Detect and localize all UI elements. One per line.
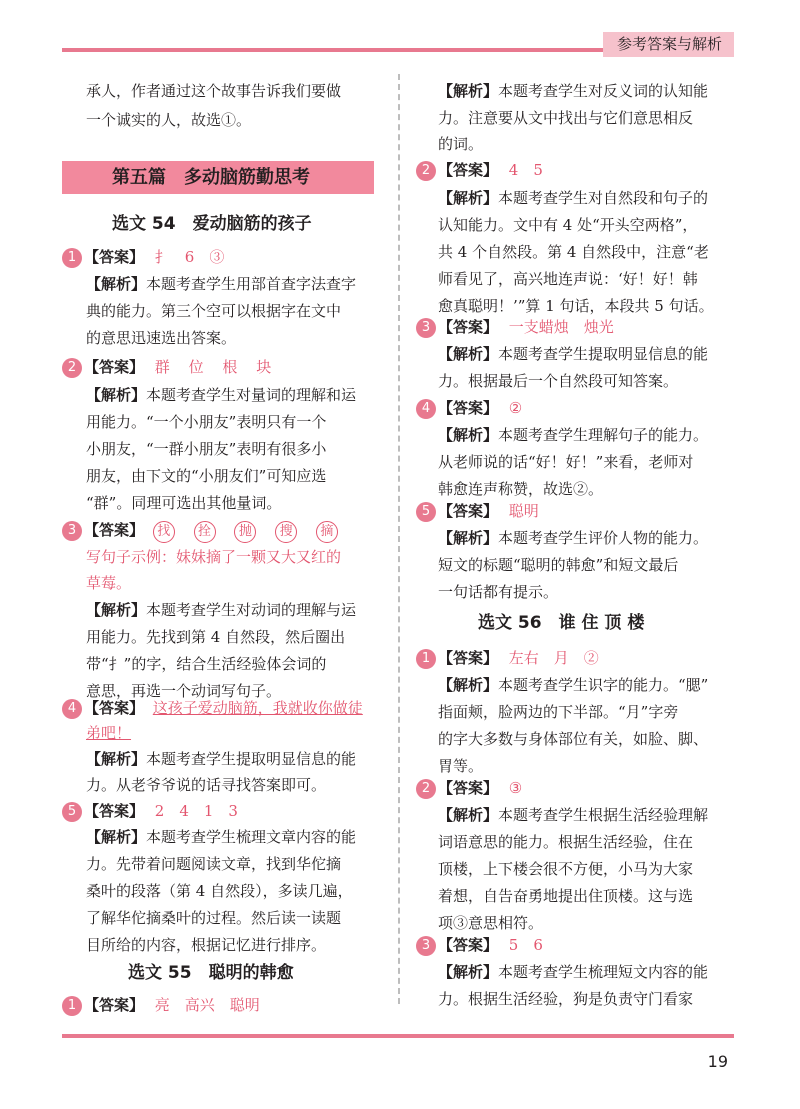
q4-analysis-line-1: 【解析】本题考查学生提取明显信息的能 [86,750,357,768]
a55-q5-answer-row [416,498,539,525]
q5-number: 5 [62,802,82,822]
a55-q4-analysis-line-1: 【解析】本题考查学生理解句子的能力。 [438,426,709,444]
a55-q5-analysis-line-2: 短文的标题“聪明的韩愈”和短文最后 [438,556,679,574]
q2-analysis-line-5: “群”。同理可选出其他量词。 [86,494,282,512]
a56-q2-analysis-line-2: 词语意思的能力。根据生活经验，住在 [438,833,694,851]
q3-answer-4: 搜 [275,521,297,543]
answer-label: 【答案】 [438,161,499,179]
answer-label: 【答案】 [84,521,145,539]
a55-q1-analysis-line-2: 力。注意要从文中找出与它们意思相反 [438,109,694,127]
a55-q1-number: 1 [62,996,82,1016]
q3-analysis-line-1: 【解析】本题考查学生对动词的理解与运 [86,601,357,619]
q1-analysis-line-2: 典的能力。第三个空可以根据字在文中 [86,302,342,320]
a55-q5-answer: 聪明 [508,502,539,520]
answer-label: 【答案】 [84,358,145,376]
a56-q1-analysis-line-4: 胃等。 [438,757,484,775]
q5-analysis-line-4: 了解华佗摘桑叶的过程。然后读一读题 [86,909,342,927]
q4-answer-line-2: 弟吧！ [86,724,132,742]
a55-q3-answer-row [416,314,614,341]
answer-label: 【答案】 [84,802,145,820]
a56-q1-number: 1 [416,649,436,669]
a55-q3-number: 3 [416,318,436,338]
a55-q4-answer: ② [508,399,523,417]
a55-q2-answer: 4 5 [508,161,543,179]
column-divider [398,74,400,1004]
q2-answer-4: 块 [256,358,272,376]
a56-q2-analysis-line-4: 着想，自告奋勇地提出住顶楼。这与选 [438,887,694,905]
a56-q3-analysis-line-2: 力。根据生活经验，狗是负责守门看家 [438,990,694,1008]
q3-answer-2: 拴 [194,521,216,543]
q1-answer: 扌 6 ③ [154,248,225,266]
a55-q1-analysis-line-1: 【解析】本题考查学生对反义词的认知能 [438,82,709,100]
answer-label: 【答案】 [438,399,499,417]
q5-analysis-line-3: 桑叶的段落（第 4 自然段），多读几遍， [86,882,353,900]
q5-analysis-line-2: 力。先带着问题阅读文章，找到华佗摘 [86,855,342,873]
a56-q2-analysis-line-1: 【解析】本题考查学生根据生活经验理解 [438,806,709,824]
a55-q2-analysis-line-5: 愈真聪明！’”算 1 句话，本段共 5 句话。 [438,297,714,315]
q5-answer: 2 4 1 3 [154,802,238,820]
a55-q2-analysis-line-4: 师看见了，高兴地连声说：‘好！好！韩 [438,270,698,288]
answer-label: 【答案】 [84,996,145,1014]
a55-q2-answer-row [416,157,543,184]
q2-analysis-line-3: 小朋友，“一群小朋友”表明有很多小 [86,440,327,458]
q3-analysis-line-3: 带“扌”的字，结合生活经验体会词的 [86,655,327,673]
q3-analysis-line-2: 用能力。先找到第 4 自然段，然后圈出 [86,628,346,646]
section-title: 第五篇 多动脑筋勤思考 [62,161,374,194]
a55-q4-analysis-line-3: 韩愈连声称赞，故选②。 [438,480,604,498]
q3-number: 3 [62,521,82,541]
answer-label: 【答案】 [84,248,145,266]
intro-line-2: 一个诚实的人，故选①。 [86,111,252,129]
a56-q1-analysis-line-2: 指面颊，脸两边的下半部。“月”字旁 [438,703,679,721]
q2-answer-row [62,354,285,381]
q4-analysis-line-2: 力。从老爷爷说的话寻找答案即可。 [86,776,327,794]
q3-example-line-1: 写句子示例：妹妹摘了一颗又大又红的 [86,548,342,566]
a55-q4-answer-row [416,395,522,422]
a55-q5-number: 5 [416,502,436,522]
q2-analysis-line-4: 朋友，由下文的“小朋友们”可知应选 [86,467,327,485]
a55-q2-analysis-line-2: 认知能力。文中有 4 处“开头空两格”， [438,216,698,234]
q5-analysis-line-1: 【解析】本题考查学生梳理文章内容的能 [86,828,357,846]
a55-q5-analysis-line-1: 【解析】本题考查学生评价人物的能力。 [438,529,709,547]
answer-label: 【答案】 [438,318,499,336]
a55-q4-analysis-line-2: 从老师说的话“好！好！”来看，老师对 [438,453,694,471]
q1-analysis-line-3: 的意思迅速选出答案。 [86,329,237,347]
a56-q1-answer-row [416,645,599,672]
q3-answer-1: 找 [153,521,175,543]
a55-q3-answer: 一支蜡烛 烛光 [508,318,614,336]
a55-q2-analysis-line-1: 【解析】本题考查学生对自然段和句子的 [438,189,709,207]
article-55-title: 选文 55 聪明的韩愈 [128,963,294,983]
q5-analysis-line-5: 目所给的内容，根据记忆进行排序。 [86,936,327,954]
a56-q3-answer-row [416,932,543,959]
q2-answer-3: 根 [222,358,238,376]
a55-q1-analysis-line-3: 的词。 [438,135,484,153]
q1-answer-row [62,244,224,271]
a56-q1-answer: 左右 月 ② [508,649,599,667]
answer-label: 【答案】 [438,936,499,954]
q5-answer-row [62,798,238,825]
q2-answer-1: 群 [154,358,170,376]
a56-q1-analysis-line-1: 【解析】本题考查学生识字的能力。“腮” [438,676,709,694]
a55-q3-analysis-line-1: 【解析】本题考查学生提取明显信息的能 [438,345,709,363]
a56-q3-analysis-line-1: 【解析】本题考查学生梳理短文内容的能 [438,963,709,981]
footer-rule [62,1034,734,1038]
header-label: 参考答案与解析 [603,32,734,57]
article-54-title: 选文 54 爱动脑筋的孩子 [112,214,312,234]
a56-q2-answer: ③ [508,779,523,797]
q3-answer-3: 抛 [234,521,256,543]
q2-analysis-line-1: 【解析】本题考查学生对量词的理解和运 [86,386,357,404]
q3-answer-5: 摘 [316,521,338,543]
a56-q1-analysis-line-3: 的字大多数与身体部位有关，如脸、脚、 [438,730,709,748]
article-56-title: 选文 56 谁 住 顶 楼 [478,613,645,633]
a56-q2-number: 2 [416,779,436,799]
q2-number: 2 [62,358,82,378]
a56-q2-analysis-line-3: 顶楼，上下楼会很不方便，小马为大家 [438,860,694,878]
q4-number: 4 [62,699,82,719]
q3-example-line-2: 草莓。 [86,574,132,592]
q4-answer-line-1: 这孩子爱动脑筋，我就收你做徒 [152,699,363,717]
answer-label: 【答案】 [438,502,499,520]
answer-label: 【答案】 [438,779,499,797]
answer-label: 【答案】 [84,699,145,717]
answer-label: 【答案】 [438,649,499,667]
q1-number: 1 [62,248,82,268]
q1-analysis-line-1: 【解析】本题考查学生用部首查字法查字 [86,275,357,293]
a55-q2-number: 2 [416,161,436,181]
a55-q3-analysis-line-2: 力。根据最后一个自然段可知答案。 [438,372,679,390]
a55-q1-answer-row [62,992,260,1019]
a56-q3-number: 3 [416,936,436,956]
a56-q2-answer-row [416,775,522,802]
q2-answer-2: 位 [188,358,204,376]
a55-q1-answer: 亮 高兴 聪明 [154,996,260,1014]
q3-answer-row [62,517,352,544]
q3-analysis-line-4: 意思，再选一个动词写句子。 [86,682,282,700]
page-number: 19 [707,1052,728,1071]
a55-q2-analysis-line-3: 共 4 个自然段。第 4 自然段中，注意“老 [438,243,709,261]
a55-q4-number: 4 [416,399,436,419]
a56-q2-analysis-line-5: 项③意思相符。 [438,914,544,932]
a56-q3-answer: 5 6 [508,936,543,954]
q4-answer-row [62,695,363,722]
q2-analysis-line-2: 用能力。“一个小朋友”表明只有一个 [86,413,327,431]
a55-q5-analysis-line-3: 一句话都有提示。 [438,583,559,601]
intro-line-1: 承人，作者通过这个故事告诉我们要做 [86,82,342,100]
